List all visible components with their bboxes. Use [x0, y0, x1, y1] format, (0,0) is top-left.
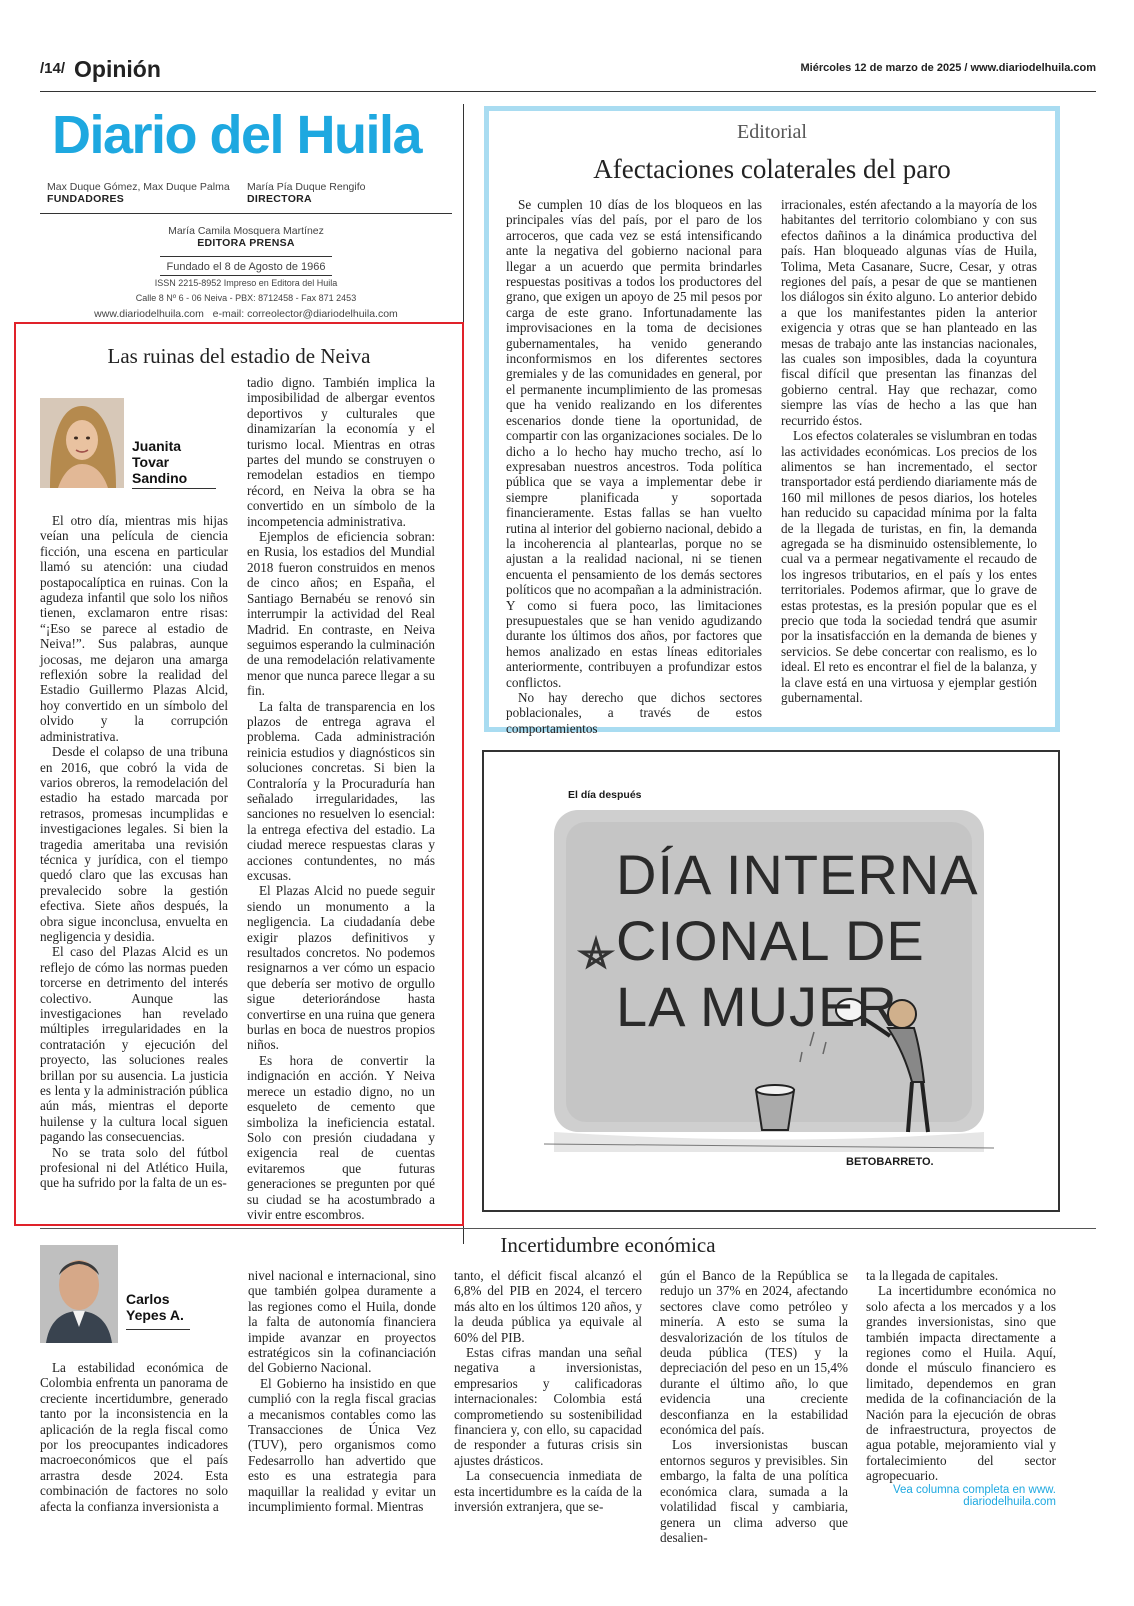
paragraph: El Gobierno ha insistido en que cumplió con la regla fiscal gracias a mecanismos contables como las Transacciones de Única Vez (TUV), pero organismos como Fedesarrollo han advertido que esto es una estrategia para maquillar la realidad y evitar un incumplimiento formal. Mientras — [248, 1375, 436, 1515]
founded-date: Fundado el 8 de Agosto de 1966 — [166, 261, 326, 273]
website-link[interactable]: www.diariodelhuila.com — [94, 308, 204, 320]
paragraph: Se cumplen 10 días de los bloqueos en las principales vías del país, por el paro de los arroceros, que cada vez se está intensificando ante la negativa del gobierno nacional para llegar a un acuerdo que permita brindarles respuestas positivas a todos los productores del grano, que exigen un apoyo de 25 mil pesos por carga de este grano. Infortunadamente las improvisaciones en la toma de decisiones gubernamentales, ha venido generando inconformismos en los diferentes sectores gremiales y de las comunidades en general, por el permanente incumplimiento de las promesas que ha venido realizando en los diferentes escenarios donde tiene la oportunidad, de compartir con las organizaciones sociales. De lo dicho a lo hecho hay mucho trecho, así lo expresaban nuestros ancestros. Toda política pública que se vaya a implementar debe ir siempre planificada y soportada financieramente. Estas fallas se han vuelto rutina al interior del gobierno nacional, debido a la incoherencia al plantearlas, porque no se ajustan a la realidad nacional, ni se tienen encuenta el pensamiento de los demás sectores políticos que no acompañan a la administración. Y como si fuera poco, las limitaciones presupuestales que se han venido agudizando durante los últimos dos años, por factores que hemos analizado en estas líneas editoriales anteriormente, contribuyen a profundizar estos conflictos. — [506, 197, 762, 690]
cartoon-frame — [482, 750, 1060, 1212]
masthead-rule — [40, 213, 452, 214]
author-rule — [126, 1329, 190, 1330]
section-title: Opinión — [74, 56, 161, 82]
author-portrait-icon — [40, 1245, 118, 1343]
column2-text-e — [866, 1268, 1056, 1484]
paragraph: La falta de transparencia en los plazos de entrega agrava el problema. Cada administración reinicia estudios y diagnósticos sin soluciones concretas. Si bien la Contraloría y la Procuraduría han señalado irregularidades, las sanciones no resuelven lo esencial: la entrega efectiva del estadio. La ciudad merece respuestas claras y acciones contundentes, no más excusas. — [247, 698, 435, 883]
paragraph: La consecuencia inmediata de esta incertidumbre es la caída de la inversión extranjera, que se- — [454, 1468, 642, 1515]
editorial-title: Afectaciones colaterales del paro — [593, 154, 951, 184]
author-name-juanita: Juanita Tovar Sandino — [132, 438, 188, 486]
address-line: Calle 8 Nº 6 - 06 Neiva - PBX: 8712458 - Fax 871 2453 — [135, 293, 357, 303]
editor-role: EDITORA PRENSA — [197, 237, 295, 249]
top-bar — [40, 56, 1096, 92]
paragraph: La incertidumbre económica no solo afecta a los mercados y a los grandes inversionistas, sino que también impacta directamente a regiones como el Huila. Aquí, donde el músculo financiero es limitado, dependemos en gran medida de la cofinanciación de la Nación para la ejecución de obras de infraestructura, proyectos de agua potable, mejoramiento vial y fortalecimiento del sector agropecuario. — [866, 1283, 1056, 1484]
paragraph: irracionales, estén afectando a la mayoría de los habitantes del territorio colombiano y con sus efectos dañinos a la dinámica productiva del país. Han bloqueado algunas vías de Huila, Tolima, Meta Casanare, Sucre, Cesar, y otras regiones del país, a pesar de que se mantienen los diálogos sin éxito alguno. Lo anterior debido a que los manifestantes piden la anterior exigencia y otras que se han planteado en las mesas de trabajo ante las instancias nacionales, las cuales son imposibles, dada la coyuntura fiscal difícil que presentan las finanzas del gobierno central. Hay que rechazar, como siempre las vías de hecho a las que han recurrido éstos. — [781, 197, 1037, 428]
paragraph: ta la llegada de capitales. — [866, 1268, 999, 1283]
cartoon-caption: El día después — [568, 789, 642, 801]
editor-name: María Camila Mosquera Martínez — [168, 225, 324, 237]
editor-block — [40, 225, 452, 249]
column2-title: Incertidumbre económica — [500, 1233, 716, 1257]
bottom-rule — [40, 1228, 1096, 1229]
author-photo-juanita — [40, 398, 124, 488]
paragraph: Los efectos colaterales se vislumbran en todas las actividades económicas. Los precios de los alimentos se han incrementado, el sector transportador está perdiendo diariamente más de 160 mil millones de pesos diarios, los hoteles han reducido su capacidad mínima por la falta de la llegada de turistas, en fin, la demanda agregada se ha disminuido ostensiblemente, lo cual va a permear negativamente el recaudo de los ingresos tributarios, en el país y los entes territoriales. Podemos afirmar, que lo grave de estas protestas, es la presión popular que es el precio que toda la sociedad tendrá que asumir por la insatisfacción en la demanda de bienes y servicios. Se debe concertar con realismo, es lo ideal. El reto es encontrar el fiel de la balanza, y la clave está en una virtuosa y ejemplar gestión gubernamental. — [781, 428, 1037, 705]
director-name: María Pía Duque Rengifo — [247, 181, 366, 193]
column2-text-d — [660, 1268, 848, 1545]
column2-text-a — [40, 1360, 228, 1514]
top-rule — [40, 91, 1096, 92]
paragraph: No hay derecho que dichos sectores poblacionales, a través de estos comportamientos — [506, 690, 762, 736]
paragraph: El caso del Plazas Alcid es un reflejo de cómo las normas pueden torcerse en detrimento del interés colectivo. Aunque las investigaciones han revelado múltiples irregularidades en la contratación y ejecución del proyecto, las soluciones reales brillan por su ausencia. La justicia es lenta y la administración pública aún más, mientras el deporte huilense y la cultura local siguen pagando las consecuencias. — [40, 944, 228, 1145]
founded-rule — [160, 275, 332, 276]
column2-text-b — [248, 1268, 436, 1515]
email-link[interactable]: e-mail: correolector@diariodelhuila.com — [212, 308, 398, 320]
director-role: DIRECTORA — [247, 193, 312, 205]
issn-line: ISSN 2215-8952 Impreso en Editora del Huila — [154, 278, 338, 288]
director-block — [247, 181, 365, 205]
page-number: /14/ — [40, 60, 66, 77]
masthead-logo: Diario del Huila — [52, 105, 422, 165]
founders-role: FUNDADORES — [47, 193, 125, 205]
paragraph: Estas cifras mandan una señal negativa a inversionistas, empresarios y calificadoras internacionales: Colombia está comprometiendo su sostenibilidad financiera y, con ello, su capacidad de responder a futuras crisis sin ajustes drásticos. — [454, 1345, 642, 1468]
column2-text-c — [454, 1268, 642, 1515]
cartoon-signature: BETOBARRETO. — [846, 1156, 934, 1168]
paragraph: gún el Banco de la República se redujo un 37% en 2024, afectando sectores clave como petróleo y minería. A esto se suma la desvalorización de los títulos de deuda pública (TES) y la depreciación del peso en un 15,4% durante el último año, lo que evidencia una creciente desconfianza en la estabilidad económica del país. — [660, 1268, 848, 1438]
full-column-link[interactable]: Vea columna completa en www. diariodelhuila.com — [892, 1484, 1056, 1508]
paragraph: tanto, el déficit fiscal alcanzó el 6,8% del PIB en 2024, el tercero más alto en los últimos 120 años, y la deuda pública ya equivale al 60% del PIB. — [454, 1268, 642, 1345]
paragraph: La estabilidad económica de Colombia enfrenta un panorama de creciente incertidumbre, generado tanto por la inconsistencia en la aplicación de la regla fiscal como por los preocupantes indicadores macroeconómicos que el país arrastra desde 2024. Esta combinación de factores no solo afecta la confianza inversionista a — [40, 1360, 228, 1514]
column1-text-left — [40, 513, 228, 1191]
founders-names: Max Duque Gómez, Max Duque Palma — [47, 181, 230, 193]
paragraph: Desde el colapso de una tribuna en 2016, que cobró la vida de varios obreros, la remodelación del estadio ha estado marcada por retrasos, promesas incumplidas e investigaciones legales. Si bien la tragedia ameritaba una revisión técnica y jurídica, con el tiempo quedó claro que las excusas han prevalecido sobre la gestión efectiva. Siete años después, la obra sigue inconclusa, envuelta en negligencia y desidia. — [40, 744, 228, 944]
author-portrait-icon — [40, 398, 124, 488]
paragraph: tadio digno. También implica la imposibilidad de albergar eventos deportivos y culturales que dinamizarían la economía y el turismo local. Mientras en otras partes del mundo se construyen o remodelan estadios en tiempo récord, en Neiva la obra se ha convertido en un símbolo de la incompetencia administrativa. — [247, 375, 435, 529]
author-rule — [132, 488, 216, 489]
paragraph: El Plazas Alcid no puede seguir siendo un monumento a la negligencia. La ciudadanía debe exigir plazos definitivos y resultados concretos. No podemos resignarnos a ver cómo un espacio que debería ser motivo de orgullo sigue deteriorándose hasta convertirse en una ruina que genera burlas en boca de nuestros propios niños. — [247, 883, 435, 1053]
editorial-kicker: Editorial — [737, 121, 807, 143]
editorial-text-right — [781, 197, 1037, 705]
editorial-text-left — [506, 197, 762, 736]
paragraph: Ejemplos de eficiencia sobran: en Rusia, los estadios del Mundial 2018 fueron construidos en menos de cinco años; en España, el Santiago Bernabéu se renovó sin interrumpir la actividad del Real Madrid. En contraste, en Neiva seguimos esperando la culminación de una remodelación relativamente menor que nunca parece llegar a su fin. — [247, 529, 435, 699]
paragraph: nivel nacional e internacional, sino que también golpea duramente a las regiones como el Huila, donde la falta de autonomía financiera impide avanzar en proyectos estratégicos sin la cofinanciación del Gobierno Nacional. — [248, 1268, 436, 1376]
column1-title: Las ruinas del estadio de Neiva — [107, 344, 371, 368]
founders-block — [47, 181, 230, 205]
author-photo-carlos — [40, 1245, 118, 1343]
paragraph: Es hora de convertir la indignación en acción. Y Neiva merece un estadio digno, no un esqueleto de cemento que simboliza la ineficiencia estatal. Solo con presión ciudadana y exigencia real de cuentas evitaremos que futuras generaciones se pregunten por qué su ciudad se ha acostumbrado a vivir entre escombros. — [247, 1052, 435, 1222]
paragraph: No se trata solo del fútbol profesional ni del Atlético Huila, que ha sufrido por la falta de un es- — [40, 1144, 228, 1191]
author-name-carlos: Carlos Yepes A. — [126, 1291, 184, 1323]
paragraph: Los inversionistas buscan entornos seguros y previsibles. Sin embargo, la falta de una política económica clara, sumada a la volatilidad fiscal y cambiaria, genera un clima adverso que desalien- — [660, 1437, 848, 1545]
contact-line — [40, 308, 452, 320]
column1-text-right — [247, 375, 435, 1222]
cartoon-wall-text: DÍA INTERNA CIONAL DE LA MUJER — [616, 843, 979, 1038]
editor-rule — [160, 256, 332, 257]
paragraph: El otro día, mientras mis hijas veían una película de ciencia ficción, una escena en particular llamó su atención: una ciudad postapocalíptica en ruinas. Con la agudeza infantil que solo los niños tienen, exclamaron entre risas: “¡Eso se parece al estadio de Neiva!”. Sus palabras, aunque jocosas, me dejaron una amarga reflexión sobre la realidad del Estadio Guillermo Plazas Alcid, hoy convertido en un símbolo del olvido y la corrupción administrativa. — [40, 513, 228, 744]
dateline: Miércoles 12 de marzo de 2025 / www.diariodelhuila.com — [800, 62, 1096, 74]
